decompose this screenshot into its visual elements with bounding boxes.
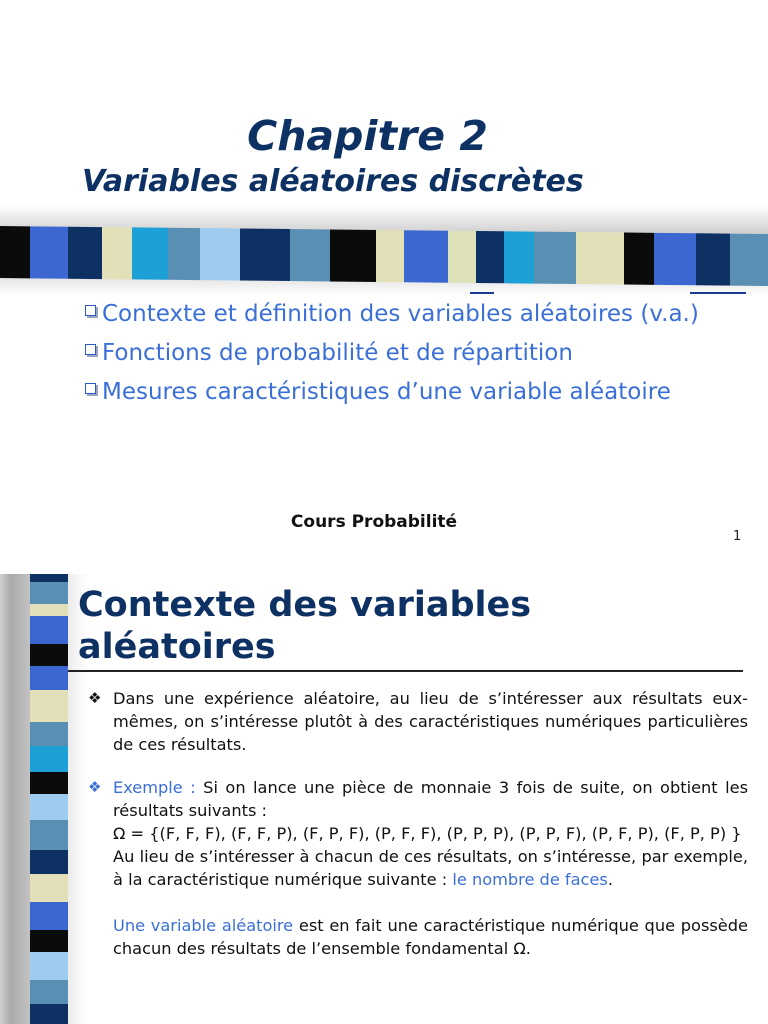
band-segment (290, 229, 330, 281)
decorative-vertical-striped-band (30, 574, 68, 1024)
paragraph-text: Dans une expérience aléatoire, au lieu de s’intéresser aux résultats eux-mêmes, on s’intéresse plutôt à des caractéristiques numériques particulières de ces résultats. (113, 689, 748, 754)
slide-title: Chapitre 2 (247, 112, 488, 160)
band-segment (30, 794, 68, 820)
band-segment (476, 231, 504, 283)
band-segment (376, 230, 404, 282)
band-segment (30, 616, 68, 644)
followup-text-block (113, 845, 748, 891)
followup-end: . (607, 870, 614, 889)
diamond-bullet-icon: ❖ (88, 689, 102, 707)
band-segment (30, 604, 68, 616)
example-paragraph (88, 776, 748, 960)
band-segment (102, 227, 132, 279)
slide-subtitle: Variables aléatoires discrètes (82, 164, 584, 199)
band-segment (30, 690, 68, 722)
band-segment (730, 234, 768, 287)
band-segment (30, 772, 68, 794)
omega-set: Ω = {(F, F, F), (F, F, P), (F, P, F), (P, F, F), (P, P, P), (P, P, F), (P, F, P), (F, P, P) } (113, 824, 742, 843)
band-segment (30, 666, 68, 690)
band-segment (30, 952, 68, 980)
hollow-square-icon (85, 305, 96, 316)
definition-text-block (113, 914, 748, 960)
band-segment (30, 930, 68, 952)
band-segment (0, 226, 30, 278)
outline-item-text: Mesures caractéristiques d’une variable aléatoire (102, 379, 671, 405)
band-segment (30, 1004, 68, 1024)
band-segment (696, 233, 730, 285)
band-segment (200, 228, 240, 280)
followup-highlight: le nombre de faces (452, 870, 608, 889)
slide-footer: Cours Probabilité (290, 512, 458, 532)
decorative-striped-band (0, 226, 768, 286)
example-text: Si on lance une pièce de monnaie 3 fois de suite, on obtient les résultats suivants : (113, 778, 748, 820)
title-underline (68, 670, 743, 672)
band-segment (30, 850, 68, 874)
decorative-line (470, 292, 494, 294)
outline-item (84, 376, 724, 408)
band-segment (30, 980, 68, 1004)
definition-highlight: Une variable aléatoire (113, 916, 294, 935)
band-segment (30, 226, 68, 278)
band-segment (30, 874, 68, 902)
band-segment (30, 722, 68, 746)
band-segment (576, 232, 624, 285)
band-segment (30, 746, 68, 772)
band-segment (30, 574, 68, 582)
band-segment (654, 233, 696, 285)
hollow-square-icon (85, 383, 96, 394)
band-segment (504, 231, 534, 283)
example-label: Exemple : (113, 778, 196, 797)
outline-item-text: Contexte et définition des variables aléatoires (v.a.) (102, 301, 699, 327)
page-number: 1 (733, 529, 742, 544)
slide-2 (0, 574, 768, 1024)
outline-item (84, 298, 724, 330)
band-segment (30, 820, 68, 850)
band-segment (30, 644, 68, 666)
slide-body (88, 687, 748, 960)
hollow-square-icon (85, 344, 96, 355)
band-segment (30, 582, 68, 604)
band-segment (30, 902, 68, 930)
followup-text: Au lieu de s’intéresser à chacun de ces résultats, on s’intéresse, par exemple, à la caractéristique numérique suivante : (113, 847, 748, 889)
band-segment (132, 227, 168, 279)
band-segment (624, 233, 654, 285)
slide-title: Contexte des variables aléatoires (78, 585, 532, 667)
band-segment (330, 229, 376, 281)
band-segment (448, 231, 476, 283)
bullet-paragraph (88, 687, 748, 756)
diamond-bullet-icon: ❖ (88, 778, 102, 796)
decorative-line (690, 292, 746, 294)
band-segment (534, 232, 576, 284)
band-segment (404, 230, 448, 282)
outline-item-text: Fonctions de probabilité et de répartition (102, 340, 573, 366)
band-segment (168, 228, 200, 280)
outline-item (84, 337, 724, 369)
chapter-outline-list (84, 298, 724, 415)
band-segment (68, 227, 102, 279)
example-text-block (113, 776, 748, 822)
definition-text: est en fait une caractéristique numérique que possède chacun des résultats de l’ensemble fondamental Ω. (113, 916, 749, 958)
band-segment (240, 229, 290, 282)
